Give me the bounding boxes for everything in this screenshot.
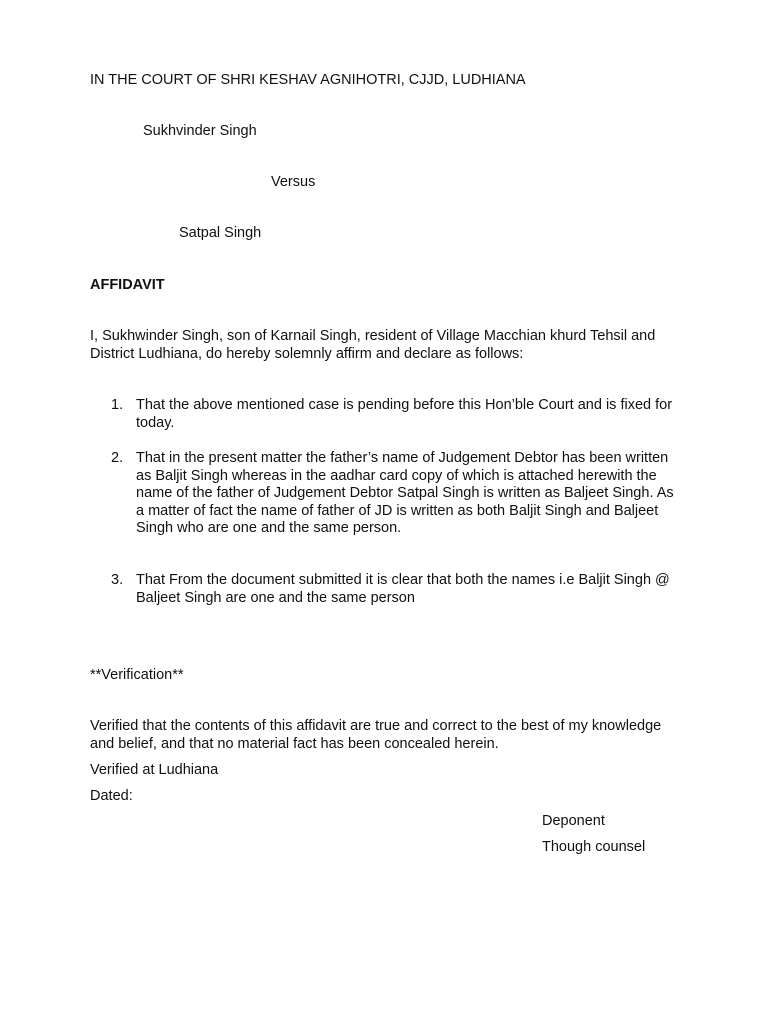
list-item-text: That in the present matter the father’s name of Judgement Debtor has been written as Baljit Singh whereas in the aadhar card copy of which is attached herewith the name of the father of Judgement Debtor Satpal Singh is written as Baljeet Singh. As a matter of fact the name of father of JD is written as both Baljit Singh and Baljeet Singh who are one and the same person. bbox=[136, 450, 674, 536]
list-item-number: 3. bbox=[111, 572, 124, 588]
through-counsel-label: Though counsel bbox=[542, 839, 646, 855]
affidavit-heading: AFFIDAVIT bbox=[90, 277, 165, 293]
respondent-name: Satpal Singh bbox=[179, 225, 262, 241]
list-item-number: 1. bbox=[111, 397, 124, 413]
petitioner-name: Sukhvinder Singh bbox=[143, 123, 257, 139]
list-item-text: That From the document submitted it is clear that both the names i.e Baljit Singh @ Baljeet Singh are one and the same person bbox=[136, 572, 670, 606]
dated-line: Dated: bbox=[90, 788, 133, 804]
versus-label: Versus bbox=[271, 174, 316, 190]
court-title: IN THE COURT OF SHRI KESHAV AGNIHOTRI, CJJD, LUDHIANA bbox=[90, 72, 526, 88]
list-item-text: That the above mentioned case is pending before this Hon’ble Court and is fixed for today. bbox=[136, 397, 673, 431]
list-item-number: 2. bbox=[111, 450, 124, 466]
deponent-label: Deponent bbox=[542, 813, 605, 829]
intro-paragraph: I, Sukhwinder Singh, son of Karnail Singh, resident of Village Macchian khurd Tehsil and District Ludhiana, do hereby solemnly affirm and declare as follows: bbox=[90, 328, 656, 362]
verification-heading: **Verification** bbox=[90, 667, 184, 683]
verification-paragraph: Verified that the contents of this affidavit are true and correct to the best of my knowledge and belief, and that no material fact has been concealed herein. bbox=[90, 718, 662, 752]
verified-at-line: Verified at Ludhiana bbox=[90, 762, 219, 778]
